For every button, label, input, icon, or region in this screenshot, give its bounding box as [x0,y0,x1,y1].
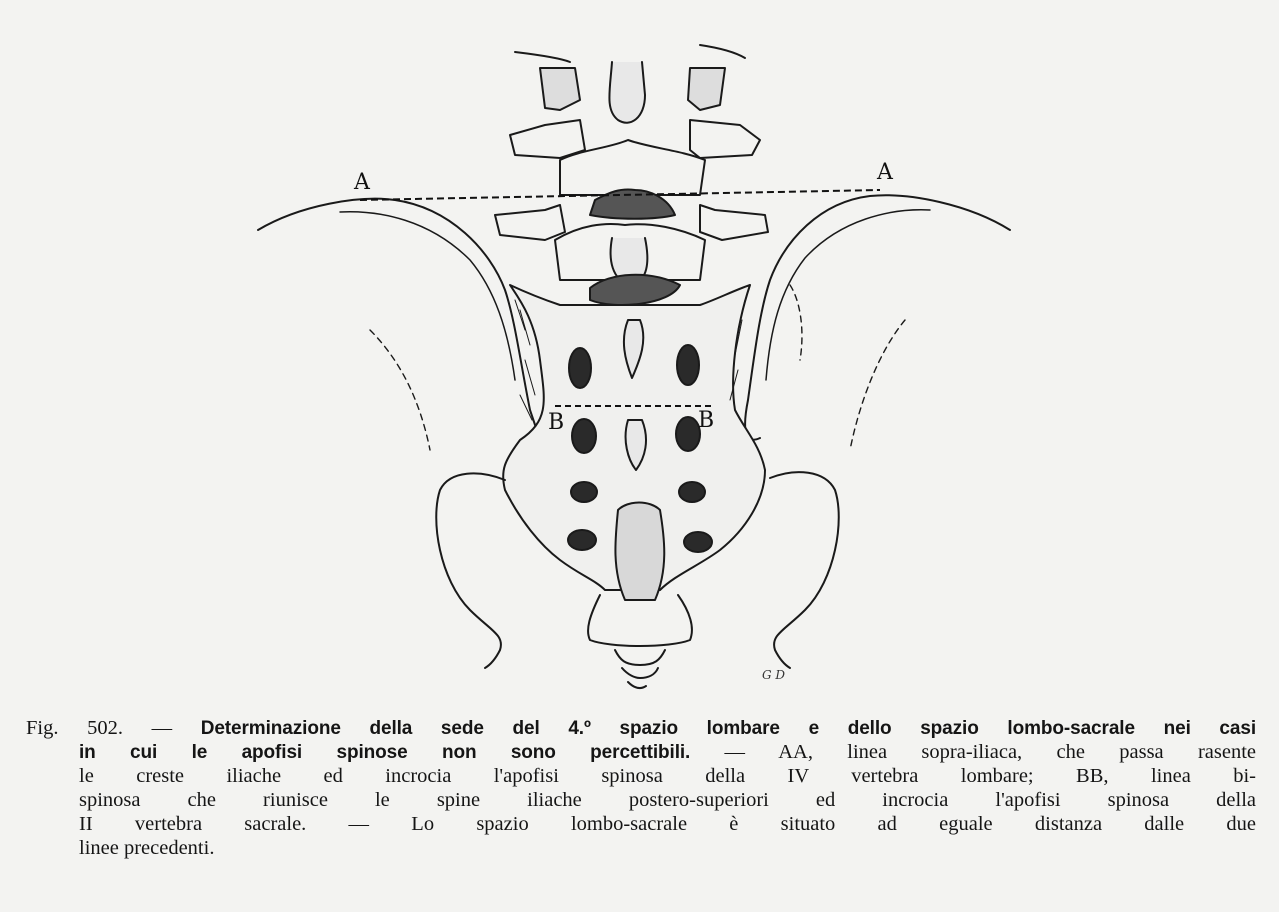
caption-line-4: spinosa che riunisce le spine iliache postero-superiori ed incrocia l'apofisi spinosa della [79,789,1256,811]
label-a-right: A [877,160,893,185]
label-b-right: B [698,408,715,433]
right-iliac-crest [745,195,1010,439]
caption-line-2 [26,740,1256,764]
caption-line-5: II vertebra sacrale. — Lo spazio lombo-sacrale è situato ad eguale distanza dalle due [79,813,1256,835]
artist-signature: G D [762,668,786,682]
caption-line-2-rest: — AA, linea sopra-iliaca, che passa rasente [690,741,1256,763]
caption-line-6: linee precedenti. [79,837,215,859]
label-b-left: B [548,410,565,435]
caption-title-line-2: in cui le apofisi spinose non sono percettibili. [79,742,691,763]
label-a-left: A [354,170,370,195]
caption-title-line-1: Determinazione della sede del 4.º spazio lombare e dello spazio lombo-sacrale nei casi [200,718,1257,739]
figure-caption [26,716,1256,860]
figure-number: Fig. 502. — [26,717,173,739]
left-iliac-crest [258,199,539,444]
caption-line-1 [26,716,1256,740]
caption-line-3: le creste iliache ed incrocia l'apofisi spinosa della IV vertebra lombare; BB, linea bi- [79,765,1256,787]
